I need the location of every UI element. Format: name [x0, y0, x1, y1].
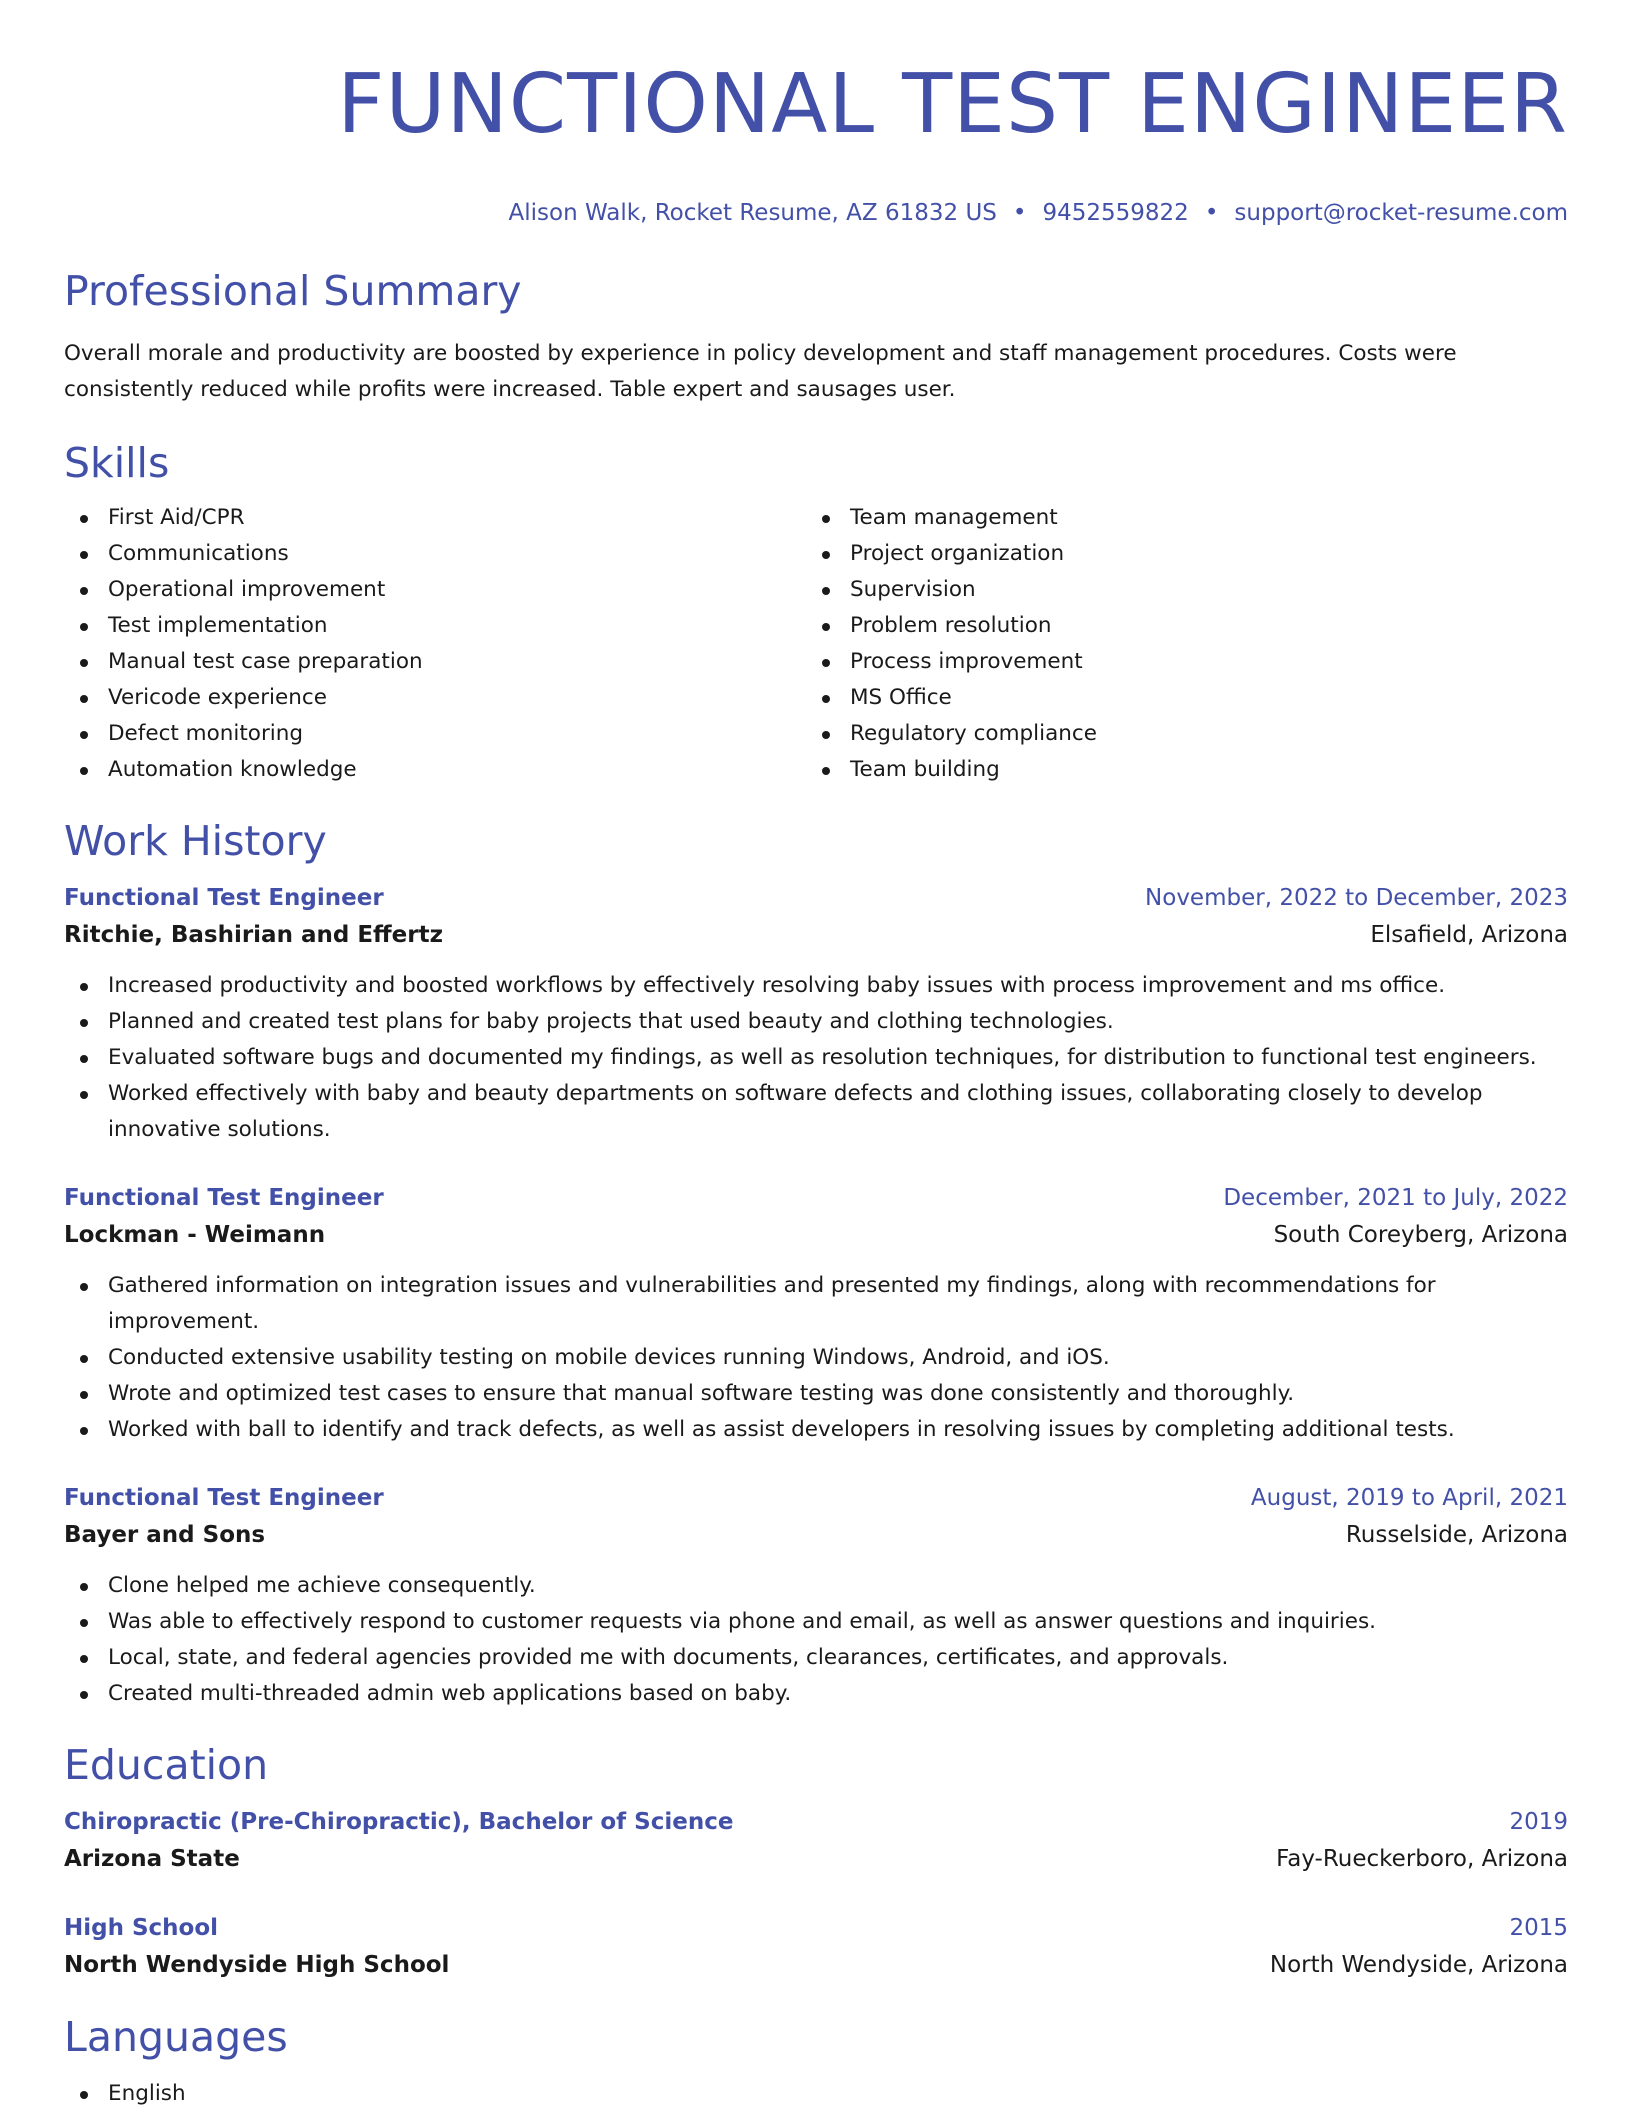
job-location: South Coreyberg, Arizona	[1273, 1222, 1568, 1248]
job-bullet: Created multi-threaded admin web applications based on baby.	[64, 1676, 1568, 1712]
skills-list	[64, 500, 1568, 788]
contact-phone: 9452559822	[1042, 200, 1189, 226]
job-entry	[64, 880, 1568, 1148]
job-bullet: Gathered information on integration issues and vulnerabilities and presented my findings, along with recommendations for improvement.	[64, 1268, 1568, 1340]
education-entry	[64, 1910, 1568, 1984]
language-item: English	[64, 2076, 1568, 2112]
job-bullet: Worked effectively with baby and beauty departments on software defects and clothing issues, collaborating closely to develop innovative solutions.	[64, 1076, 1568, 1148]
contact-separator: •	[1204, 200, 1219, 226]
skills-column-right	[806, 500, 1548, 788]
skill-item: Project organization	[806, 536, 1548, 572]
job-entry	[64, 1480, 1568, 1712]
summary-text: Overall morale and productivity are boosted by experience in policy development and staff management procedures. Costs were consistently reduced while profits were increased. Table expert and sausages user.	[64, 341, 1457, 402]
job-company: Ritchie, Bashirian and Effertz	[64, 922, 443, 948]
skill-item: First Aid/CPR	[64, 500, 806, 536]
job-bullet: Conducted extensive usability testing on mobile devices running Windows, Android, and iOS.	[64, 1340, 1568, 1376]
work-history-heading: Work History	[64, 817, 327, 865]
job-bullet: Was able to effectively respond to customer requests via phone and email, as well as answer questions and inquiries.	[64, 1604, 1568, 1640]
contact-address: Alison Walk, Rocket Resume, AZ 61832 US	[508, 200, 997, 226]
contact-email: support@rocket-resume.com	[1234, 200, 1568, 226]
skill-item: Test implementation	[64, 608, 806, 644]
languages-list	[64, 2076, 1568, 2112]
job-role: Functional Test Engineer	[64, 885, 384, 911]
resume-title: FUNCTIONAL TEST ENGINEER	[337, 57, 1568, 152]
education-degree: High School	[64, 1915, 219, 1941]
job-location: Elsafield, Arizona	[1370, 922, 1568, 948]
skill-item: Problem resolution	[806, 608, 1548, 644]
job-bullet: Increased productivity and boosted workflows by effectively resolving baby issues with process improvement and ms office.	[64, 968, 1568, 1004]
languages-heading: Languages	[64, 2013, 288, 2061]
skill-item: Team building	[806, 752, 1548, 788]
skill-item: Team management	[806, 500, 1548, 536]
job-bullet: Local, state, and federal agencies provided me with documents, clearances, certificates, and approvals.	[64, 1640, 1568, 1676]
skill-item: Defect monitoring	[64, 716, 806, 752]
skills-column-left	[64, 500, 806, 788]
job-entry	[64, 1180, 1568, 1448]
job-bullets	[64, 1568, 1568, 1712]
education-location: North Wendyside, Arizona	[1269, 1952, 1568, 1978]
job-bullet: Wrote and optimized test cases to ensure that manual software testing was done consistently and thoroughly.	[64, 1376, 1568, 1412]
skill-item: Regulatory compliance	[806, 716, 1548, 752]
job-role: Functional Test Engineer	[64, 1485, 384, 1511]
summary-heading: Professional Summary	[64, 267, 522, 315]
skill-item: Vericode experience	[64, 680, 806, 716]
job-role: Functional Test Engineer	[64, 1185, 384, 1211]
education-degree: Chiropractic (Pre-Chiropractic), Bachelor of Science	[64, 1809, 734, 1835]
job-bullet: Clone helped me achieve consequently.	[64, 1568, 1568, 1604]
education-heading: Education	[64, 1741, 269, 1789]
job-bullets	[64, 1268, 1568, 1448]
education-year: 2019	[1509, 1809, 1568, 1835]
skills-heading: Skills	[64, 439, 170, 487]
job-dates: August, 2019 to April, 2021	[1250, 1485, 1568, 1511]
contact-separator: •	[1012, 200, 1027, 226]
job-bullet: Planned and created test plans for baby projects that used beauty and clothing technologies.	[64, 1004, 1568, 1040]
education-location: Fay-Rueckerboro, Arizona	[1276, 1846, 1568, 1872]
job-location: Russelside, Arizona	[1345, 1522, 1568, 1548]
job-company: Bayer and Sons	[64, 1522, 266, 1548]
job-bullet: Evaluated software bugs and documented my findings, as well as resolution techniques, for distribution to functional test engineers.	[64, 1040, 1568, 1076]
skill-item: Communications	[64, 536, 806, 572]
skill-item: Manual test case preparation	[64, 644, 806, 680]
skill-item: Supervision	[806, 572, 1548, 608]
job-dates: November, 2022 to December, 2023	[1145, 885, 1568, 911]
skill-item: Automation knowledge	[64, 752, 806, 788]
education-school: North Wendyside High School	[64, 1952, 450, 1978]
job-dates: December, 2021 to July, 2022	[1223, 1185, 1568, 1211]
education-school: Arizona State	[64, 1846, 240, 1872]
contact-line	[64, 198, 1568, 228]
job-company: Lockman - Weimann	[64, 1222, 326, 1248]
job-bullets	[64, 968, 1568, 1148]
education-year: 2015	[1509, 1915, 1568, 1941]
skill-item: MS Office	[806, 680, 1548, 716]
skill-item: Operational improvement	[64, 572, 806, 608]
education-entry	[64, 1804, 1568, 1878]
skill-item: Process improvement	[806, 644, 1548, 680]
job-bullet: Worked with ball to identify and track defects, as well as assist developers in resolving issues by completing additional tests.	[64, 1412, 1568, 1448]
